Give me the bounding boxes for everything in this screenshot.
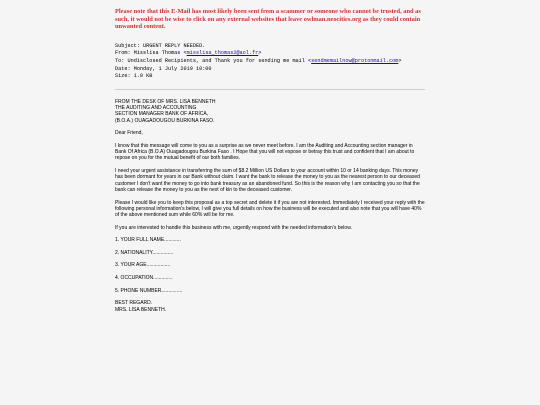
to-email-link[interactable]: sendmemailnow@protonmail.com [311, 57, 399, 64]
sender-line: SECTION MANAGER BANK OF AFRICA, [115, 111, 209, 118]
header-divider [115, 89, 425, 90]
greeting: Dear Friend, [115, 130, 143, 137]
from-email-link[interactable]: misslisa_thomas2@aol.fr [186, 50, 259, 57]
sender-line: FROM THE DESK OF MRS. LISA BENNETH [115, 98, 216, 105]
paragraph-intro: I know that this message will come to you as a surprise as we never meet before. I am the Auditing and Accounting section manager in Bank Of Africa (B.O.A) Ouagadougou Burkina Faso . I Hope that you will not expose or betray this trust and confident that I am about to repose on you for the mutual benefit of our both families. [115, 142, 415, 162]
date-value: Monday, 1 July 2019 10:00 [133, 65, 212, 72]
from-label: From: [115, 50, 131, 57]
field-name: 1. YOUR FULL NAME............ [115, 237, 181, 244]
signoff [115, 300, 425, 313]
paragraph-transfer: I need your urgent assistance in transferring the sum of $8.2 Million US Dollars to your account within 10 or 14 banking days. This money has been dormant for years in our Bank without claim. I want the bank to release the money to you as the nearest person to our deceased customer I don't want the money to go into bank treasury as an abandoned fund. So this is the reason why I am contacting you so that the bank can release the money to you as the next of kin to the deceased customer. [115, 168, 420, 193]
field-phone: 5. PHONE NUMBER............... [115, 287, 183, 294]
size-label: Size: [115, 73, 131, 80]
date-label: Date: [115, 65, 131, 72]
size-value: 1.0 KB [133, 73, 153, 80]
subject-label: Subject: [115, 42, 140, 49]
to-label: To: [115, 57, 125, 64]
sender-line: THE AUDITING AND ACCOUNTING [115, 105, 197, 112]
from-name: Misslisa Thomas [133, 50, 181, 57]
sender-line: (B.O.A.) OUAGADOUGOU BURKINA FASO. [115, 117, 215, 124]
paragraph-request: If you are interested to handle this business with me, urgently respond with the needed information's below. [115, 224, 352, 231]
field-occupation: 4. OCCUPATION.............. [115, 275, 173, 282]
scam-warning: Please note that this E-Mail has most likely been sent from a scammer or someone who cannot be trusted, and as such, it would not be wise to click on any external websites that leave owlman.neocities.org as they could contain unwanted content. [115, 8, 421, 31]
closing: BEST REGARD. [115, 300, 153, 307]
field-nationality: 2. NATIONALITY............... [115, 249, 174, 256]
email-headers: Subject: URGENT REPLY NEEDED. From: Misslisa Thomas <misslisa_thomas2@aol.fr> To: Undisclosed Recipients, and Thank you for sending me mail <sendmemailnow@protonmail.com> Date: Monday, 1 July 2019 10:00 Size: 1.0 KB [115, 42, 402, 80]
email-body [115, 99, 425, 313]
email-page [115, 8, 425, 319]
signature: MRS. LISA BENNETH. [115, 306, 167, 313]
subject-value: URGENT REPLY NEEDED. [143, 42, 206, 49]
field-age: 3. YOUR AGE................. [115, 262, 171, 269]
to-text: Undisclosed Recipients, and Thank you for sending me mail [127, 57, 305, 64]
paragraph-secret: Please I would like you to keep this proposal as a top secret and delete it if you are not interested. Immediately I received your reply with the following personal information's below, I will give you full details on how the business will be executed and also note that you will have 40% of the above mentioned sum while 60% will be for me. [115, 199, 425, 219]
sender-block [115, 99, 425, 124]
